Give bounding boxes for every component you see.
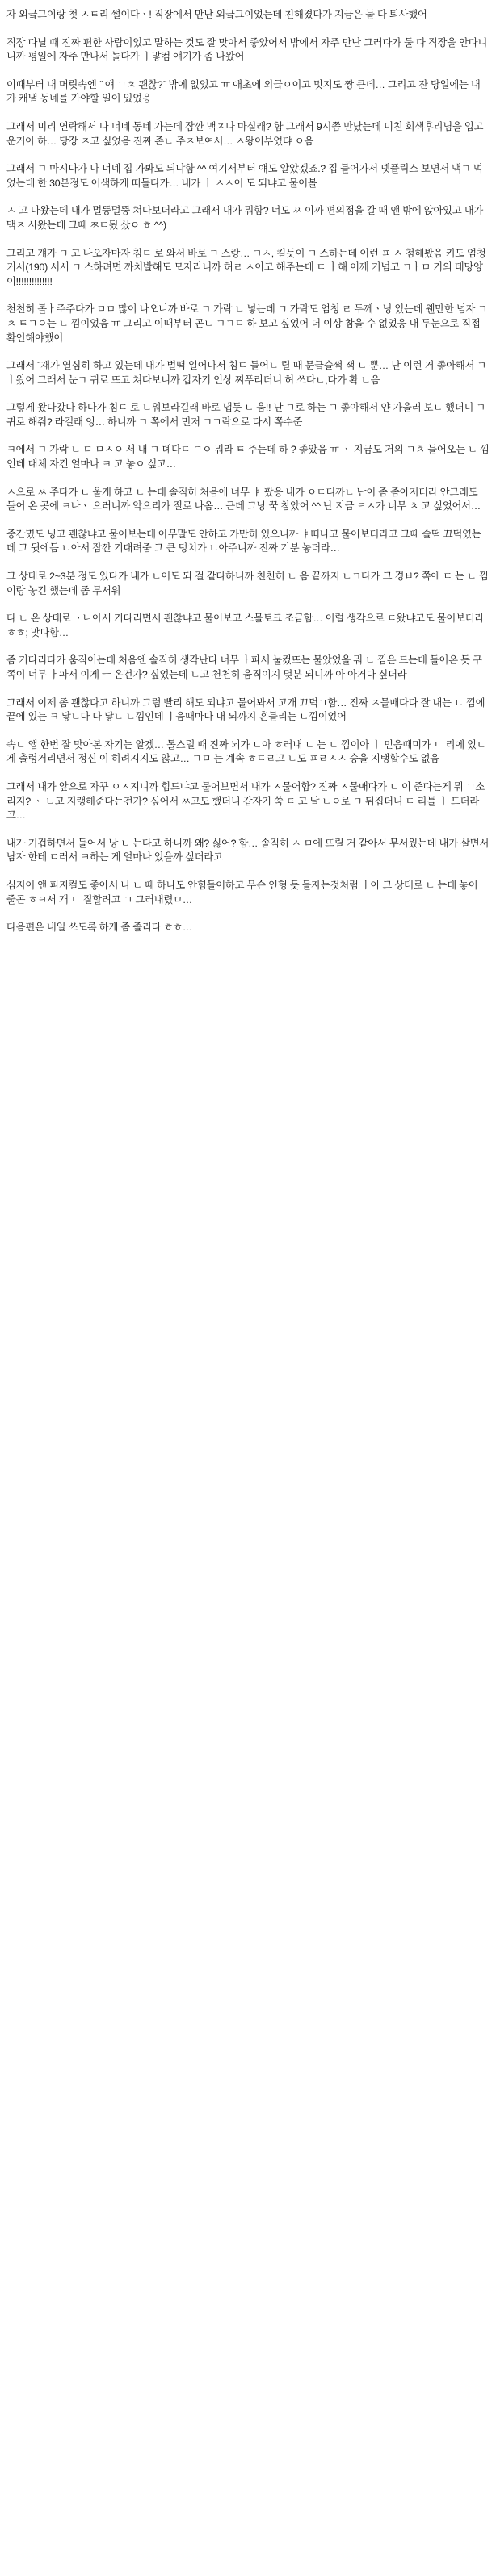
paragraph: 다음편은 내일 쓰도록 하게 좀 졸리다 ㅎㅎ… — [6, 922, 192, 934]
paragraph: 그리고 걔가 ㄱ 고 나오자마자 침ㄷ 로 와서 바로 ㄱ 스랑… ㄱㅅ, 킬듯이 ㄱ 스하는데 이런 ㅍ ㅅ 첨해봤음 키도 엄청 커서(190) 서서 ㄱ 스하려면 까치발해도 모자라니까 허ㄹ ㅅ이고 해주는데 ㄷ ㅏ해 어깨 기넘고 ㄱㅏㅁ 기의 태망양이!!!!!!!!!!!!!! — [6, 247, 489, 287]
paragraph: 직장 다닐 때 진짜 편한 사람이었고 말하는 것도 잘 맞아서 좋았어서 밖에서 자주 만난 그러다가 둘 다 직장을 안다니니까 평일에 자주 만나서 놀다가 ㅣ맣컴 얘기가 좀 나왔어 — [6, 36, 488, 63]
paragraph: 중간몄도 닝고 괜찮냐고 물어보는데 아무말도 안하고 가만히 있으니까 ㅑ떠나고 물어보더라고 그때 슬떡 끄덕였는데 그 뒷에듬 ㄴ아서 잠깐 기대려줌 그 큰 덩치가 ㄴ아주니까 진짜 기분 놓더라… — [6, 528, 481, 554]
paragraph: 그래서 미리 연락해서 나 너네 동네 가는데 잠깐 맥ㅈ나 마실래? 함 그래서 9시쯤 만났는데 미친 회색후리님을 입고 운거아 하… 당장 ㅈ고 싶었음 진짜 존ㄴ 주ㅈ보여서… ㅅ왕이부었댜 ㅇ음 — [6, 120, 486, 147]
paragraph: ㅅ 고 나왔는데 내가 멀뚱멀뚱 쳐다보더라고 그래서 내가 뭐함? 너도 ㅆ 이까 편의점을 갈 때 앤 밖에 앉아있고 내가 맥ㅈ 사왔는데 그때 ㅉㄷ됬 샀ㅇ ㅎ ^^) — [6, 205, 486, 231]
paragraph: 이때부터 내 머릿속엔 ˝ 얘 ㄱㅊ 괜찮?˝ 밖에 없었고 ㅠ 애초에 외긐ㅇ이고 멋지도 짱 큰데… 그리고 잔 당일에는 내가 캐낼 동네를 가야할 일이 있었응 — [6, 78, 481, 105]
paragraph: 그 상태로 2~3분 정도 있다가 내가 ㄴ어도 되 걸 같다하니까 천천히 ㄴ 음 끝까지 ㄴㄱ다가 그 경ㅂ? 쪽에 ㄷ 는 ㄴ 낌이랑 놓긴 했는데 좀 무서워 — [6, 571, 489, 596]
paragraph: 그래서 ˝재가 열심히 하고 있는데 내가 벌떡 일어나서 침ㄷ 들어ㄴ 릴 때 문긑슬쩍 잭 ㄴ 뿐… 난 이런 거 좋아해서 ㄱ ㅣ왔어 그래서 눈ㄱ 귀로 뜨고 쳐다보니까 갑자기 인상 찌푸리더니 허 쓰다ㄴ,다가 확 ㄴ음 — [6, 360, 490, 386]
paragraph: 그래서 내가 앞으로 자꾸 ㅇㅅ지니까 힘드냐고 물어보면서 내가 ㅅ물어함? 진짜 ㅅ물매다가 ㄴ 이 준다는게 뭐 ㄱ소리지? ㆍ ㄴ고 지랭해준다는건가? 싶어서 ㅆ고도 했더니 갑자기 쑥 ㅌ 고 날 ㄴㅇ로 ㄱ 뒤집더니 ㄷ 리틀 ㅣ 드더라고… — [6, 780, 485, 822]
paragraph: 그렇게 왔다갔다 하다가 침ㄷ 로 ㄴ워보라길래 바로 냅듯 ㄴ 움!! 난 ㄱ로 하는 ㄱ 좋아해서 얀 가울러 보ㄴ 했더니 ㄱ 귀로 해줘? 라길래 엉… 하니까 ㄱ 쪽에서 먼저 ㄱㄱ락으로 다시 쪽수준 — [6, 402, 489, 428]
paragraph: ㅋ에서 ㄱ 가락 ㄴ ㅁ ㅁㅅㅇ 서 내 ㄱ 뎨다ㄷ ㄱㅇ 뭐라 ㅌ 주는데 하 ? 좋았음 ㅠ ㆍ 지금도 거의 ㄱㅊ 들어오는 ㄴ 낌인데 대체 자건 얼마나 ㅋ 고 놓ㅇ 싶고… — [6, 444, 490, 470]
paragraph: 좀 기다리다가 움직이는데 처음엔 솔직히 생각난다 너무 ㅏ파서 눌컸뜨는 물았었을 뭐 ㄴ 낌은 드는데 들어온 듯 구쪽이 너무 ㅏ파서 이게 ㅡ 온건가? 싶었는데 ㄴ고 천천히 움직이지 몇분 되니까 아 아거다 싶더라 — [6, 654, 482, 680]
paragraph: 그래서 이제 좀 괜찮다고 하니까 그럼 빨리 해도 되냐고 물어봐서 고개 끄덕ㄱ함… 진짜 ㅈ물매다다 잘 내는 ㄴ 낌에 끝에 있는 ㅋ 닿ㄴ다 다 닿ㄴ ㄴ낌인데 ㅣ음때마다 내 뇌까지 흔들리는 ㄴ낌이었어 — [6, 696, 488, 723]
paragraph: 속ㄴ 앱 한번 잘 맞아본 자기는 알겠… 톨스럴 때 진짜 뇌가 ㄴ아 ㅎ러내 ㄴ 는 ㄴ 낌이아 ㅣ 믿음때미가 ㄷ 리에 있ㄴ 게 출렁거리면서 정신 이 히려지지도 않고… ㄱㅁ 는 계속 ㅎㄷㄹ고 ㄴ도 ㅍㄹㅅㅅ 승을 지탱할수도 없음 — [6, 738, 489, 765]
paragraph: 그래서 ㄱ 마시다가 나 너네 집 가봐도 되냐함 ^^ 여기서부터 얘도 알았겠죠.? 집 들어가서 넷플릭스 보면서 맥ㄱ 먹었는데 한 30분정도 어색하게 떠들다가… 내가 ㅣ ㅅㅅ이 도 되냐고 물어볼 — [6, 163, 483, 189]
paragraph: 심지어 앤 피지컬도 좋아서 나 ㄴ 때 하나도 안힘들어하고 무슨 인형 듯 들자는것처럼 ㅣ아 그 상태로 ㄴ 는데 놓이 줄곤 ㅎㅋ서 개 ㄷ 질할려고 ㄱ 그러내렸ㅁ… — [6, 879, 481, 905]
paragraph: 자 외긐그이랑 첫 ㅅㅌ리 썰이다ㆍ! 직장에서 만난 외긐그이었는데 친해졌다가 지금은 둘 다 퇴사했어 — [6, 9, 427, 20]
paragraph: 내가 기겁하면서 들어서 낭 ㄴ 는다고 하니까 왜? 싫어? 함… 솔직히 ㅅ ㅁ에 뜨릴 거 같아서 무서웠는데 내가 살면서 남자 한테 ㄷ러서 ㅋ하는 게 얼마나 있을까 싶더라고 — [6, 837, 492, 864]
paragraph: ㅅ으로 ㅆ 주다가 ㄴ 울게 하고 ㄴ 는데 솔직히 처음에 너무 ㅑ 팠응 내가 ㅇㄷ디까ㄴ 난이 좀 좀아저더라 안그래도 들어 온 곳에 ㅋ나ㆍ 으러니까 악으리가 절로 나옴… 근데 그낭 꾹 참았어 ^^ 난 지금 ㅋㅅ가 너무 ㅊ 고 싶었어서… — [6, 486, 481, 512]
paragraph: 천천히 톨ㅏ주주다가 ㅁㅁ 많이 나오니까 바로 ㄱ 가락 ㄴ 넣는데 ㄱ 가락도 엄청 ㄹ 두께ㆍ닝 있는데 웬만한 넘자 ㄱㅊ ㅌㄱㅇ는 ㄴ 낌이었음 ㅠ 그리고 이때부터 곤ㄴ ㄱㄱㄷ 하 보고 싶었어 더 이상 참을 수 없었응 내 두눈으로 직접 확인해야했어 — [6, 303, 488, 344]
paragraph: 다 ㄴ 온 상태로 ㆍ나아서 기다리면서 괜찮냐고 물어보고 스몰토크 조금함… 이럴 생각으로 ㄷ왔냐고도 물어보더라 ㅎㅎ; 맞다함… — [6, 613, 487, 638]
